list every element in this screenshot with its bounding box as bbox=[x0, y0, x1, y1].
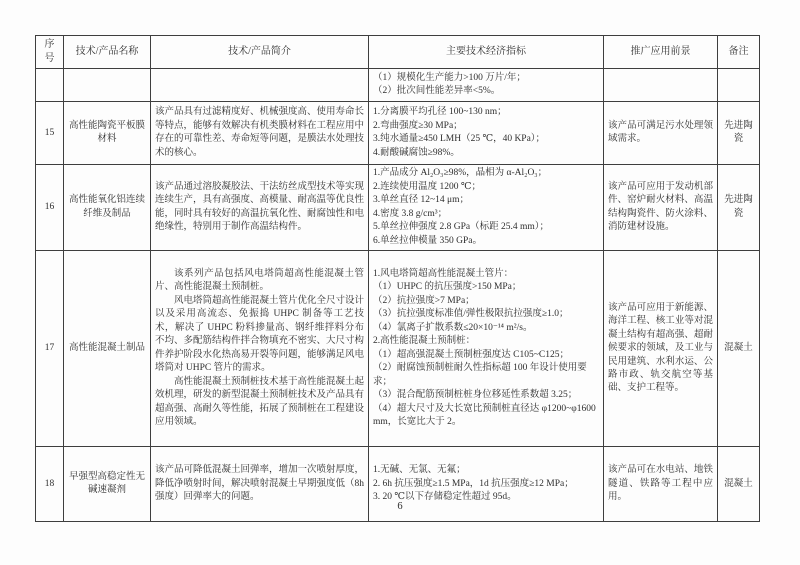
cell-prospect: 该产品可应用于新能源、海洋工程、核工业等对混凝土结构有超高强、超耐候要求的领域，及工业与民用建筑、水利水运、公路市政、轨交航空等基础、支护工程等。 bbox=[604, 251, 718, 447]
cell-name: 高性能陶瓷平板膜材料 bbox=[64, 102, 151, 165]
cell-intro bbox=[151, 251, 369, 447]
indicator-line: 1.分离膜平均孔径 100~130 nm； bbox=[373, 107, 507, 118]
cell-seq: 15 bbox=[36, 102, 64, 165]
page-number: 6 bbox=[397, 501, 403, 512]
intro-paragraph: 风电塔筒超高性能混凝土管片优化全尺寸设计以及采用高流态、免振捣 UHPC 制备等工艺技术，解决了 UHPC 粉料掺量高、钢纤维拌料分布不均、多配筋结构件拌合物填充不密实、大尺寸构件养护阶段水化热高易开裂等问题，能够满足风电塔筒对 UHPC 管片的需求。 bbox=[155, 295, 365, 374]
table-row-15 bbox=[36, 102, 760, 165]
indicator-line: （2）耐腐蚀预制桩耐久性指标超 100 年设计使用要求； bbox=[373, 363, 587, 387]
cell-indicators bbox=[369, 251, 604, 447]
cell-name: 高性能混凝土制品 bbox=[64, 251, 151, 447]
indicator-line: （2）抗拉强度>7 MPa； bbox=[373, 295, 475, 306]
col-header-indicators: 主要技术经济指标 bbox=[369, 36, 604, 69]
col-header-name: 技术/产品名称 bbox=[64, 36, 151, 69]
indicator-line: 1.产品成分 Al₂O₃≥98%，晶相为 α-Al₂O₃； bbox=[373, 168, 548, 179]
indicator-line: 1.无碱、无氯、无氟； bbox=[373, 465, 466, 476]
indicator-line: （3）混合配筋预制桩桩身位移延性系数超 3.25； bbox=[373, 390, 578, 401]
intro-paragraph: 该产品通过溶胶凝胶法、干法纺丝成型技术等实现连续生产，具有高强度、高模量、耐高温等优良性能，同时具有较好的高温抗氧化性、耐腐蚀性和电绝缘性，特别用于制作高温结构件。 bbox=[155, 181, 365, 233]
indicator-line: 2.连续使用温度 1200 ℃； bbox=[373, 181, 482, 192]
table-header-row bbox=[36, 36, 760, 69]
intro-paragraph: 该系列产品包括风电塔筒超高性能混凝土管片、高性能混凝土预制桩。 bbox=[155, 268, 364, 293]
cell-seq: 16 bbox=[36, 165, 64, 251]
cell-remark: 先进陶瓷 bbox=[718, 102, 760, 165]
indicator-line: 1.风电塔筒超高性能混凝土管片： bbox=[373, 268, 514, 279]
indicator-line: （2）批次间性能差异率<5%。 bbox=[373, 86, 501, 97]
cell-seq bbox=[36, 69, 64, 102]
indicator-line: （1）超高强混凝土预制桩强度达 C105~C125； bbox=[373, 349, 569, 360]
table-row-17 bbox=[36, 251, 760, 447]
table-row-continuation bbox=[36, 69, 760, 102]
cell-remark bbox=[718, 69, 760, 102]
cell-remark: 混凝土 bbox=[718, 251, 760, 447]
cell-prospect: 该产品可满足污水处理领域需求。 bbox=[604, 102, 718, 165]
cell-seq: 18 bbox=[36, 447, 64, 522]
indicator-line: （3）抗拉强度标准值/弹性极限抗拉强度≥1.0； bbox=[373, 309, 569, 320]
intro-paragraph: 该产品具有过滤精度好、机械强度高、使用寿命长等特点，能够有效解决有机类膜材料在工程应用中存在的可靠性差、寿命短等问题，是膜法水处理技术的核心。 bbox=[155, 107, 365, 158]
cell-name: 高性能氧化铝连续纤维及制品 bbox=[64, 165, 151, 251]
indicator-line: 3.纯水通量≥450 LMH（25 ℃，40 KPa）； bbox=[373, 134, 546, 145]
col-header-seq: 序号 bbox=[36, 36, 64, 69]
cell-intro bbox=[151, 102, 369, 165]
cell-intro bbox=[151, 165, 369, 251]
indicator-line: （1）UHPC 的抗压强度>150 MPa； bbox=[373, 282, 522, 293]
cell-name: 早强型高稳定性无碱速凝剂 bbox=[64, 447, 151, 522]
col-header-remark: 备注 bbox=[718, 36, 760, 69]
indicator-line: 3. 20 ℃以下存储稳定性超过 95d。 bbox=[373, 492, 517, 503]
cell-seq: 17 bbox=[36, 251, 64, 447]
indicator-line: （1）规模化生产能力>100 万片/年； bbox=[373, 72, 526, 83]
col-header-intro: 技术/产品简介 bbox=[151, 36, 369, 69]
cell-indicators bbox=[369, 69, 604, 102]
intro-paragraph: 高性能混凝土预制桩技术基于高性能混凝土起效机理，研发的新型混凝土预制桩技术及产品具有超高强、高耐久等性能，拓展了预制桩在工程建设应用领域。 bbox=[155, 376, 365, 428]
tech-product-table bbox=[35, 35, 760, 522]
table-row-16 bbox=[36, 165, 760, 251]
col-header-prospect: 推广应用前景 bbox=[604, 36, 718, 69]
cell-intro bbox=[151, 69, 369, 102]
cell-name bbox=[64, 69, 151, 102]
indicator-line: 2. 6h 抗压强度≥1.5 MPa，1d 抗压强度≥12 MPa； bbox=[373, 478, 574, 489]
indicator-line: 3.单丝直径 12~14 μm； bbox=[373, 195, 469, 206]
cell-indicators bbox=[369, 165, 604, 251]
indicator-line: （4）氯离子扩散系数≤20×10⁻¹⁴ m²/s。 bbox=[373, 322, 533, 333]
cell-prospect bbox=[604, 69, 718, 102]
indicator-line: 6.单丝拉伸模量 350 GPa。 bbox=[373, 235, 482, 246]
cell-prospect: 该产品可在水电站、地铁隧道、铁路等工程中应用。 bbox=[604, 447, 718, 522]
cell-prospect: 该产品可应用于发动机部件、窑炉耐火材料、高温结构陶瓷件、防火涂料、消防建材设施。 bbox=[604, 165, 718, 251]
cell-remark: 先进陶瓷 bbox=[718, 165, 760, 251]
indicator-line: 2.弯曲强度≥30 MPa； bbox=[373, 120, 463, 131]
indicator-line: 4.耐酸碱腐蚀≥98%。 bbox=[373, 147, 460, 158]
intro-paragraph: 该产品可降低混凝土回弹率，增加一次喷射厚度，降低净喷射时间，解决喷射混凝土早期强度低（8h 强度）回弹率大的问题。 bbox=[155, 465, 365, 503]
indicator-line: 2.高性能混凝土预制桩： bbox=[373, 336, 476, 347]
cell-remark: 混凝土 bbox=[718, 447, 760, 522]
indicator-line: （4）超大尺寸及大长宽比预制桩直径达 φ1200~φ1600 mm，长宽比大于 2。 bbox=[373, 403, 596, 428]
indicator-line: 4.密度 3.8 g/cm³； bbox=[373, 208, 448, 219]
indicator-line: 5.单丝拉伸强度 2.8 GPa（标距 25.4 mm）； bbox=[373, 222, 550, 233]
cell-indicators bbox=[369, 102, 604, 165]
